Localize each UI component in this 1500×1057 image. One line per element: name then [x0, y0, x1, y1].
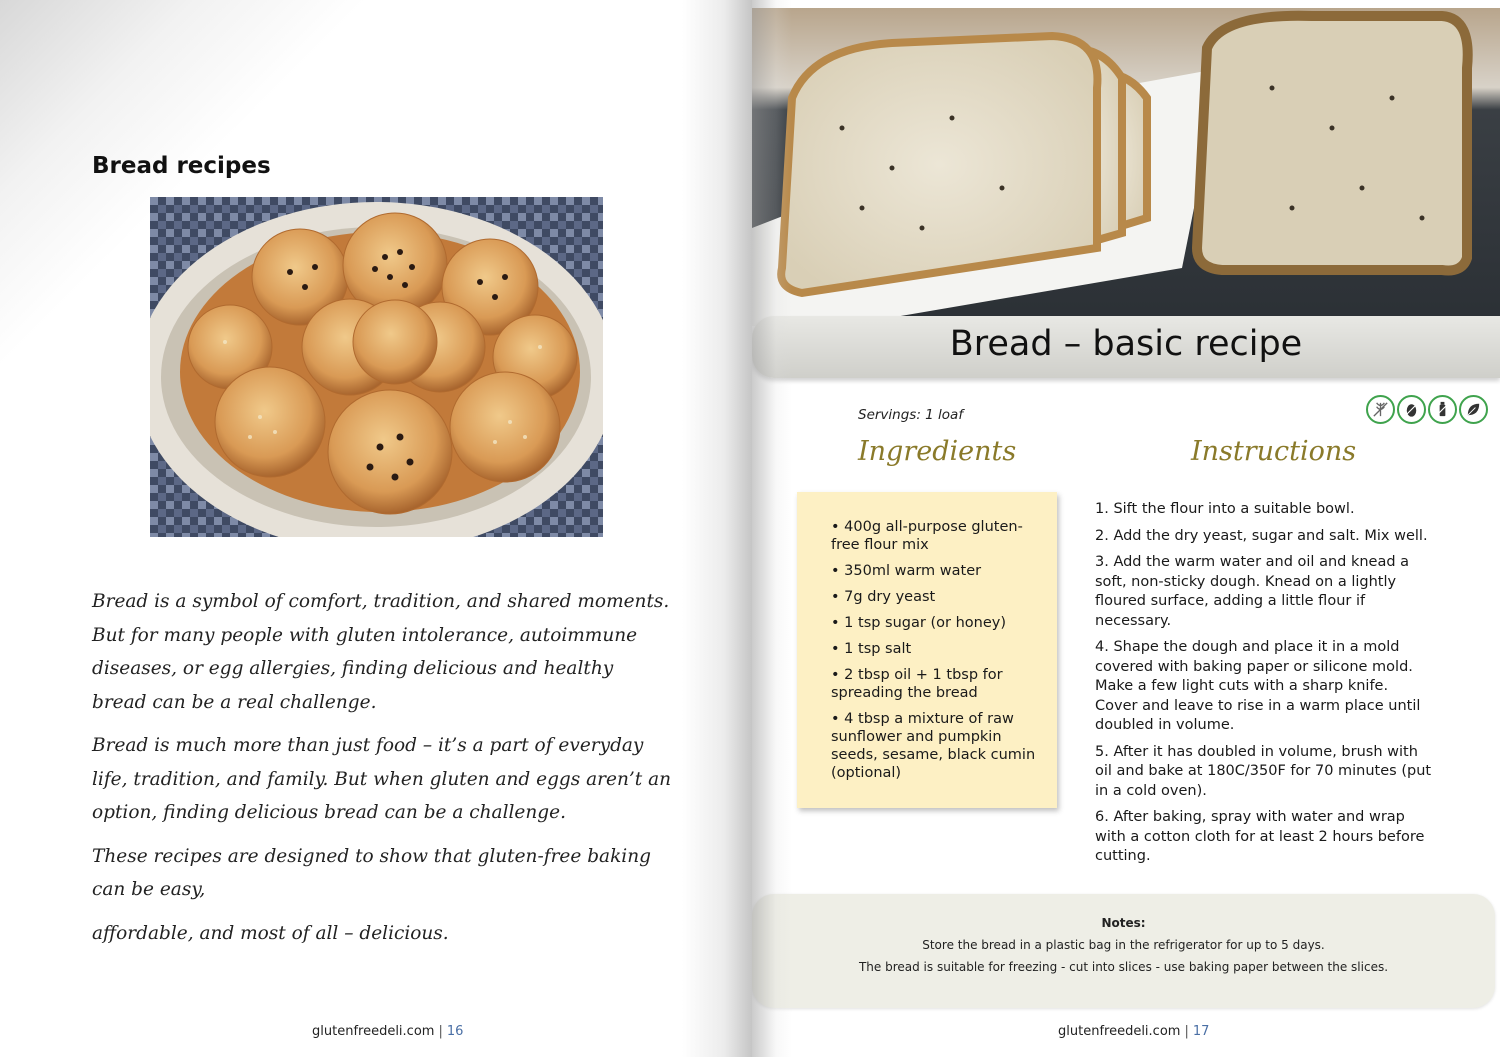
bread-loaf-photo	[752, 8, 1500, 326]
page-number: 16	[446, 1024, 464, 1039]
page-footer-right	[1058, 1024, 1209, 1039]
intro-text	[92, 585, 672, 960]
ingredients-list	[831, 518, 1043, 782]
bread-photo	[150, 197, 603, 537]
instruction-step: 5. After it has doubled in volume, brush with oil and bake at 180C/350F for 70 minutes (put in a cold oven).	[1095, 743, 1432, 799]
notes-heading: Notes:	[1101, 916, 1146, 930]
ingredients-box	[797, 492, 1057, 808]
no-wheat-icon	[1366, 395, 1395, 424]
footer-site: glutenfreedeli.com	[312, 1024, 435, 1039]
instructions-list	[1095, 500, 1435, 874]
instruction-step: 3. Add the warm water and oil and knead a soft, non-sticky dough. Knead on a lightly floured surface, adding a little flour if necessary.	[1095, 554, 1410, 629]
recipe-title	[752, 324, 1500, 364]
ingredient-item: • 7g dry yeast	[831, 588, 1043, 606]
ingredient-item: • 1 tsp salt	[831, 640, 1043, 658]
instruction-step: 1. Sift the flour into a suitable bowl.	[1095, 501, 1355, 517]
intro-paragraph: Bread is much more than just food – it’s a part of everyday life, tradition, and family. But when gluten and eggs aren’t an option, finding delicious bread can be a challenge.	[92, 735, 672, 823]
instructions-heading: Instructions	[1191, 436, 1357, 467]
ingredient-item: • 350ml warm water	[831, 562, 1043, 580]
instruction-step: 4. Shape the dough and place it in a mold covered with baking paper or silicone mold. Make a few light cuts with a sharp knife. Cover and leave to rise in a warm place until doubled in volume.	[1095, 639, 1421, 733]
instruction-step: 6. After baking, spray with water and wrap with a cotton cloth for at least 2 hours before cutting.	[1095, 809, 1425, 864]
footer-site: glutenfreedeli.com	[1058, 1024, 1181, 1039]
ingredients-heading: Ingredients	[858, 436, 1017, 467]
ingredient-item: • 1 tsp sugar (or honey)	[831, 614, 1043, 632]
page-footer-left	[312, 1024, 463, 1039]
page-number: 17	[1192, 1024, 1210, 1039]
no-egg-icon	[1397, 395, 1426, 424]
notes-line: Store the bread in a plastic bag in the refrigerator for up to 5 days.	[922, 938, 1325, 952]
notes-line: The bread is suitable for freezing - cut into slices - use baking paper between the slices.	[858, 960, 1389, 974]
footer-separator: |	[438, 1024, 443, 1039]
page-title: Bread recipes	[92, 153, 271, 179]
servings: Servings: 1 loaf	[858, 407, 964, 423]
ingredient-item: • 2 tbsp oil + 1 tbsp for spreading the bread	[831, 666, 1043, 702]
page-right	[752, 0, 1500, 1057]
ingredient-item: • 400g all-purpose gluten-free flour mix	[831, 518, 1043, 554]
notes-box	[752, 894, 1495, 1008]
footer-separator: |	[1184, 1024, 1189, 1039]
vegan-leaf-icon	[1459, 395, 1488, 424]
diet-badges	[1366, 395, 1488, 424]
intro-paragraph: These recipes are designed to show that gluten-free baking can be easy,	[92, 845, 651, 900]
intro-paragraph: affordable, and most of all – delicious.	[92, 922, 449, 944]
instruction-step: 2. Add the dry yeast, sugar and salt. Mix well.	[1095, 527, 1428, 544]
intro-paragraph: Bread is a symbol of comfort, tradition, and shared moments. But for many people with gluten intolerance, autoimmune diseases, or egg allergies, finding delicious and healthy bread can be a real challenge.	[92, 591, 670, 713]
recipe-title-text: Bread – basic recipe	[949, 324, 1303, 364]
no-milk-icon	[1428, 395, 1457, 424]
ingredient-item: • 4 tbsp a mixture of raw sunflower and pumpkin seeds, sesame, black cumin (optional)	[831, 710, 1043, 782]
